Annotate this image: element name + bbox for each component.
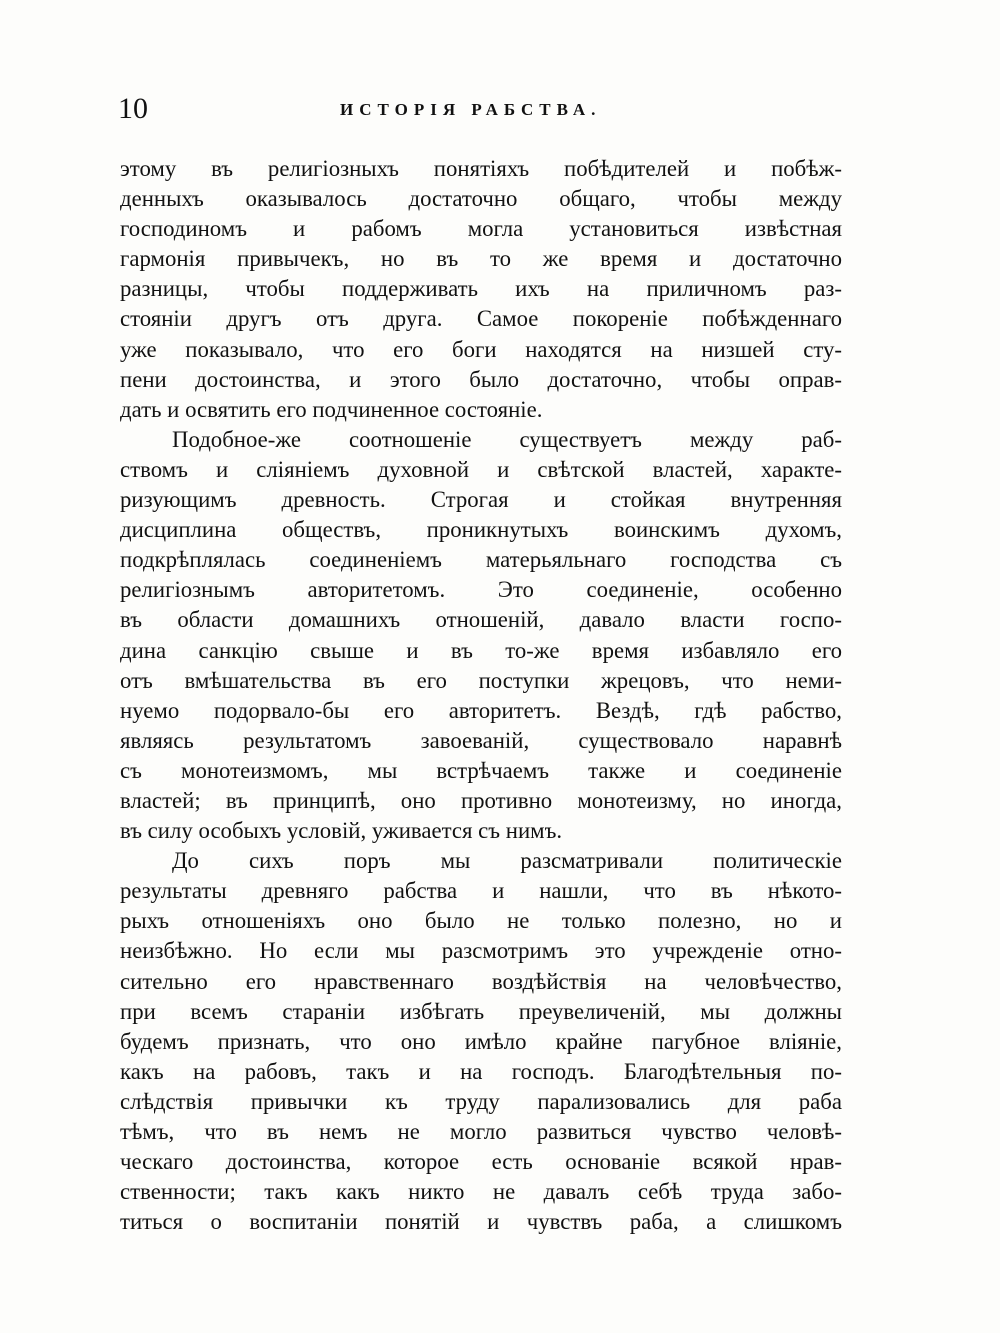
- body-text: [120, 154, 842, 1237]
- text-line: уже показывало, что его боги находятся на низшей сту-: [120, 336, 842, 362]
- page-number: 10: [118, 92, 148, 125]
- text-line: Подобное-же соотношеніе существуетъ между раб-: [172, 426, 842, 452]
- text-line: въ области домашнихъ отношеній, давало власти госпо-: [120, 607, 842, 633]
- text-line: неизбѣжно. Но если мы разсмотримъ это учрежденіе отно-: [120, 938, 842, 964]
- text-line: подкрѣплялась соединеніемъ матерьяльнаго господства съ: [120, 547, 842, 573]
- text-line: какъ на рабовъ, такъ и на господъ. Благодѣтельныя по-: [120, 1058, 842, 1084]
- text-line: тѣмъ, что въ немъ не могло развиться чувство человѣ-: [120, 1119, 842, 1144]
- text-line: съ монотеизмомъ, мы встрѣчаемъ также и соединеніе: [120, 757, 842, 783]
- text-line: титься о воспитаніи понятій и чувствъ раба, а слишкомъ: [120, 1209, 842, 1235]
- text-line: разницы, чтобы поддерживать ихъ на приличномъ раз-: [120, 276, 842, 302]
- text-line: ствомъ и сліяніемъ духовной и свѣтской властей, характе-: [120, 456, 842, 482]
- text-line: слѣдствія привычки къ труду парализовались для раба: [120, 1088, 842, 1114]
- text-line: являясь результатомъ завоеваній, существовало наравнѣ: [120, 727, 842, 753]
- text-line: властей; въ принципѣ, оно противно монотеизму, но иногда,: [120, 787, 842, 813]
- running-title: ИСТОРІЯ РАБСТВА.: [340, 100, 602, 119]
- text-line: этому въ религіозныхъ понятіяхъ побѣдителей и побѣж-: [120, 156, 842, 181]
- text-line: нуемо подорвало-бы его авторитетъ. Вездѣ, гдѣ рабство,: [120, 697, 842, 723]
- text-line: сительно его нравственнаго воздѣйствія на человѣчество,: [120, 968, 842, 994]
- text-line: стояніи другъ отъ друга. Самое покореніе побѣжденнаго: [120, 306, 842, 332]
- text-line: въ силу особыхъ условій, уживается съ нимъ.: [120, 818, 563, 844]
- text-line: господиномъ и рабомъ могла установиться извѣстная: [120, 216, 842, 242]
- text-line: денныхъ оказывалось достаточно общаго, чтобы между: [120, 186, 842, 212]
- text-line: рыхъ отношеніяхъ оно было не только полезно, но и: [120, 908, 842, 934]
- text-line: будемъ признать, что оно имѣло крайне пагубное вліяніе,: [120, 1028, 842, 1054]
- text-line: дать и освятить его подчиненное состояніе.: [120, 396, 543, 422]
- text-line: До сихъ поръ мы разсматривали политическіе: [172, 848, 842, 874]
- text-line: результаты древняго рабства и нашли, что въ нѣкото-: [120, 878, 842, 904]
- text-line: религіознымъ авторитетомъ. Это соединеніе, особенно: [120, 577, 842, 603]
- text-line: ческаго достоинства, которое есть основаніе всякой нрав-: [120, 1149, 842, 1175]
- text-line: при всемъ стараніи избѣгать преувеличеній, мы должны: [120, 998, 842, 1024]
- text-line: дисциплина обществъ, проникнутыхъ воинскимъ духомъ,: [120, 517, 842, 543]
- text-line: пени достоинства, и этого было достаточно, чтобы оправ-: [120, 366, 842, 392]
- text-line: ризующимъ древность. Строгая и стойкая внутренняя: [120, 487, 842, 513]
- text-line: отъ вмѣшательства въ его поступки жрецовъ, что неми-: [120, 667, 842, 693]
- text-line: дина санкцію свыше и въ то-же время избавляло его: [120, 637, 842, 663]
- page-header: [118, 92, 840, 132]
- text-line: гармонія привычекъ, но въ то же время и достаточно: [120, 246, 842, 272]
- text-line: ственности; такъ какъ никто не давалъ себѣ труда забо-: [120, 1179, 842, 1205]
